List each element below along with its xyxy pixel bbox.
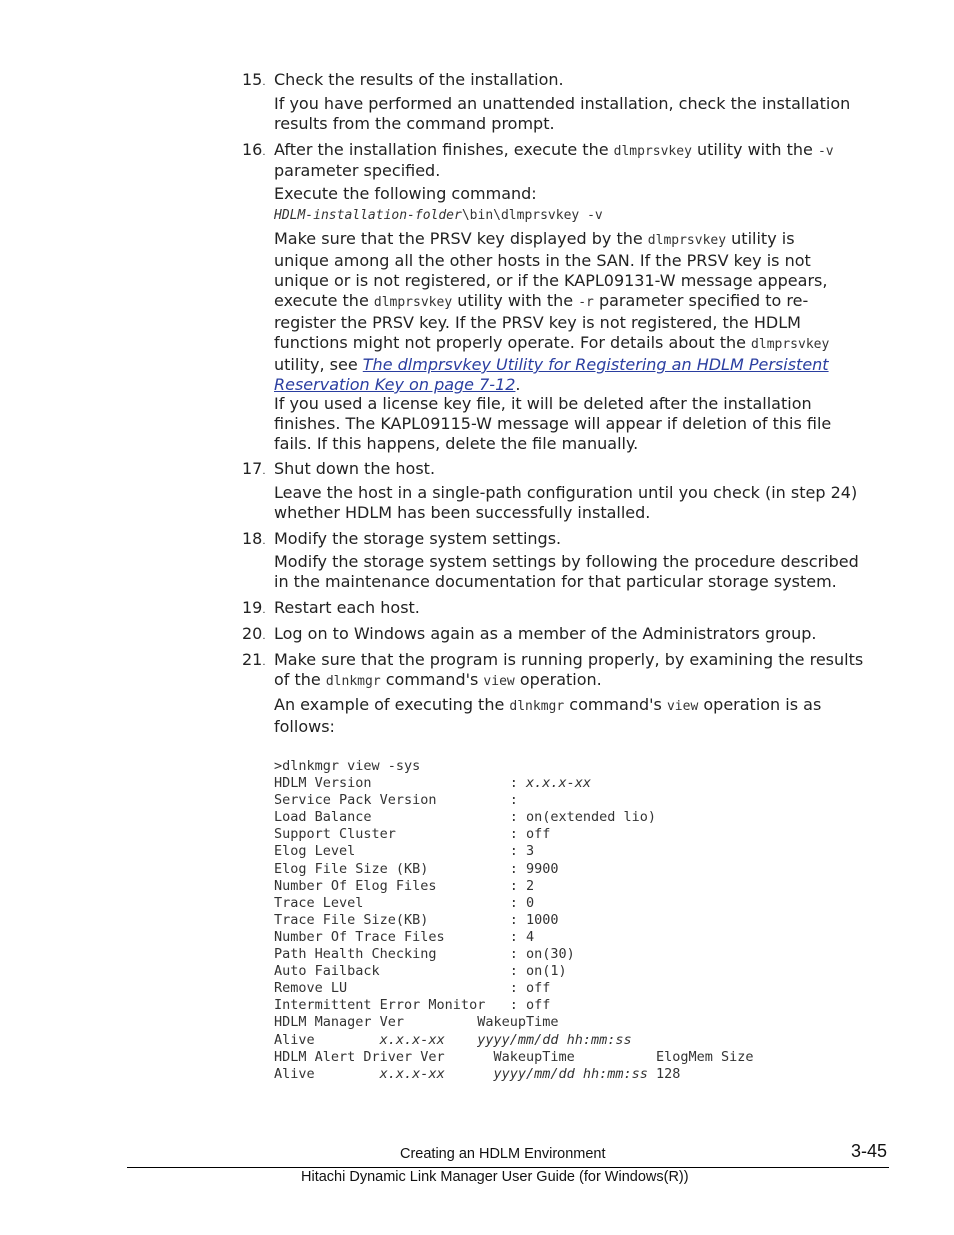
code-line bbox=[274, 1066, 884, 1083]
code-rows bbox=[274, 775, 884, 1014]
code-line bbox=[274, 861, 884, 878]
text: functions might not properly operate. For details about the bbox=[274, 333, 752, 352]
setting-text: Service Pack Version : bbox=[274, 792, 518, 809]
utility-name: dlmprsvkey bbox=[373, 295, 453, 310]
code-line bbox=[274, 809, 884, 826]
step-16-line2: parameter specified. bbox=[274, 161, 441, 180]
utility-name: dlmprsvkey bbox=[751, 337, 830, 352]
operation-name: view bbox=[666, 699, 699, 714]
setting-text: HDLM Version : bbox=[274, 775, 526, 792]
setting-text: Elog Level : 3 bbox=[274, 843, 535, 860]
status-text: Alive bbox=[274, 1031, 380, 1048]
page-number: 3-45 bbox=[851, 1141, 888, 1161]
line: whether HDLM has been successfully installed. bbox=[274, 503, 651, 522]
line bbox=[274, 229, 890, 251]
code-line bbox=[274, 792, 884, 809]
code-line: >dlnkmgr view -sys bbox=[274, 758, 421, 774]
code-line: HDLM Alert Driver Ver WakeupTime ElogMem Size bbox=[274, 1048, 754, 1065]
line bbox=[274, 291, 890, 313]
line bbox=[274, 355, 890, 375]
text: execute the bbox=[274, 291, 374, 310]
step-title: Modify the storage system settings. bbox=[274, 529, 562, 548]
step-number-text: 20 bbox=[242, 624, 263, 643]
line bbox=[274, 695, 890, 717]
version-placeholder: x.x.x-xx bbox=[379, 1065, 445, 1082]
text: utility with the bbox=[452, 291, 579, 310]
command-text: \bin\dlmprsvkey -v bbox=[461, 208, 603, 223]
text: parameter specified to re- bbox=[593, 291, 809, 310]
step-number-text: 17 bbox=[242, 459, 263, 478]
step-title: Make sure that the program is running properly, by examining the results bbox=[274, 650, 864, 669]
line: finishes. The KAPL09115-W message will appear if deletion of this file bbox=[274, 414, 832, 433]
step-title: Restart each host. bbox=[274, 598, 420, 617]
text: utility, see bbox=[274, 355, 363, 374]
code-line bbox=[274, 980, 884, 997]
footer-divider bbox=[127, 1167, 889, 1168]
line: Leave the host in a single-path configuration until you check (in step 24) bbox=[274, 483, 858, 502]
text: of the bbox=[274, 670, 326, 689]
step-number: 21. bbox=[242, 650, 266, 669]
command-output bbox=[274, 758, 884, 1083]
utility-name: dlmprsvkey bbox=[613, 144, 692, 159]
command-name: dlnkmgr bbox=[509, 699, 565, 714]
step-number: 20. bbox=[242, 624, 266, 643]
text: command's bbox=[380, 670, 484, 689]
text: command's bbox=[564, 695, 667, 714]
setting-text: Trace Level : 0 bbox=[274, 894, 535, 911]
step-18-body bbox=[274, 552, 890, 592]
text: Make sure that the PRSV key displayed by the bbox=[274, 229, 648, 248]
setting-text: Load Balance : on(extended lio) bbox=[274, 809, 657, 826]
version-placeholder: x.x.x-xx bbox=[525, 775, 591, 792]
setting-text: Intermittent Error Monitor : off bbox=[274, 997, 551, 1014]
line bbox=[274, 375, 890, 395]
footer-section-title: Creating an HDLM Environment bbox=[400, 1146, 606, 1162]
utility-name: dlmprsvkey bbox=[647, 233, 727, 248]
code-line: HDLM Manager Ver WakeupTime bbox=[274, 1014, 559, 1031]
step-number-text: 21 bbox=[242, 650, 263, 669]
setting-text: Path Health Checking : on(30) bbox=[274, 946, 575, 963]
setting-text: Number Of Elog Files : 2 bbox=[274, 877, 535, 894]
param-r: -r bbox=[578, 295, 594, 310]
line: unique among all the other hosts in the SAN. If the PRSV key is not bbox=[274, 251, 811, 270]
placeholder-folder: HDLM-installation-folder bbox=[274, 208, 462, 223]
text: utility is bbox=[726, 229, 795, 248]
text: operation. bbox=[514, 670, 602, 689]
line: unique or is not registered, or if the KAPL09131-W message appears, bbox=[274, 271, 828, 290]
step-number: 16. bbox=[242, 140, 266, 159]
size-value: 128 bbox=[647, 1065, 681, 1082]
setting-text: Trace File Size(KB) : 1000 bbox=[274, 911, 559, 928]
step-number: 19. bbox=[242, 598, 266, 617]
code-line bbox=[274, 912, 884, 929]
code-line bbox=[274, 826, 884, 843]
spacer bbox=[445, 1066, 494, 1082]
step-number: 18. bbox=[242, 529, 266, 548]
step-number: 17. bbox=[242, 459, 266, 478]
line: in the maintenance documentation for that particular storage system. bbox=[274, 572, 837, 591]
step-15-body: If you have performed an unattended installation, check the installation results from the command prompt. bbox=[274, 94, 851, 133]
step-title: Check the results of the installation. bbox=[274, 70, 564, 89]
time-placeholder: yyyy/mm/dd hh:mm:ss bbox=[493, 1065, 648, 1082]
setting-text: Auto Failback : on(1) bbox=[274, 963, 567, 980]
reference-link[interactable]: The dlmprsvkey Utility for Registering an HDLM Persistent bbox=[362, 355, 829, 374]
code-line bbox=[274, 997, 884, 1014]
version-placeholder: x.x.x-xx bbox=[379, 1031, 445, 1048]
command-name: dlnkmgr bbox=[325, 674, 381, 689]
footer-book-title: Hitachi Dynamic Link Manager User Guide (for Windows(R)) bbox=[301, 1169, 689, 1185]
step-17-body bbox=[274, 483, 890, 523]
step-16-license-note bbox=[274, 394, 890, 454]
code-line bbox=[274, 895, 884, 912]
text: operation is as bbox=[698, 695, 822, 714]
code-line bbox=[274, 843, 884, 860]
step-21-line2 bbox=[274, 670, 890, 692]
setting-text: Remove LU : off bbox=[274, 980, 551, 997]
line: register the PRSV key. If the PRSV key is not registered, the HDLM bbox=[274, 313, 801, 332]
text: . bbox=[515, 375, 521, 394]
step-title: Shut down the host. bbox=[274, 459, 436, 478]
setting-text: Elog File Size (KB) : 9900 bbox=[274, 860, 559, 877]
line: fails. If this happens, delete the file manually. bbox=[274, 434, 639, 453]
step-title bbox=[274, 140, 834, 162]
text: After the installation finishes, execute the bbox=[274, 140, 614, 159]
step-title: Log on to Windows again as a member of the Administrators group. bbox=[274, 624, 817, 643]
step-number-text: 18 bbox=[242, 529, 263, 548]
line bbox=[274, 333, 890, 355]
line: If you used a license key file, it will be deleted after the installation bbox=[274, 394, 812, 413]
step-16-execute-label: Execute the following command: bbox=[274, 184, 537, 203]
step-16-details bbox=[274, 229, 890, 395]
code-line bbox=[274, 1032, 884, 1049]
step-number-text: 19 bbox=[242, 598, 263, 617]
code-line bbox=[274, 963, 884, 980]
code-line bbox=[274, 946, 884, 963]
param-v: -v bbox=[817, 144, 834, 159]
status-text: Alive bbox=[274, 1065, 380, 1082]
text: utility with the bbox=[691, 140, 818, 159]
code-line bbox=[274, 878, 884, 895]
step-number: 15. bbox=[242, 70, 266, 89]
step-number-text: 16 bbox=[242, 140, 263, 159]
line: Modify the storage system settings by following the procedure described bbox=[274, 552, 859, 571]
step-16-command bbox=[274, 207, 890, 225]
setting-text: Number Of Trace Files : 4 bbox=[274, 928, 535, 945]
code-line bbox=[274, 775, 884, 792]
spacer bbox=[445, 1032, 478, 1048]
operation-name: view bbox=[483, 674, 515, 689]
code-line bbox=[274, 929, 884, 946]
step-21-example bbox=[274, 695, 890, 737]
text: An example of executing the bbox=[274, 695, 510, 714]
reference-link[interactable]: Reservation Key on page 7-12 bbox=[274, 375, 516, 394]
setting-text: Support Cluster : off bbox=[274, 826, 551, 843]
step-number-text: 15 bbox=[242, 70, 263, 89]
time-placeholder: yyyy/mm/dd hh:mm:ss bbox=[477, 1031, 632, 1048]
line: follows: bbox=[274, 717, 335, 736]
